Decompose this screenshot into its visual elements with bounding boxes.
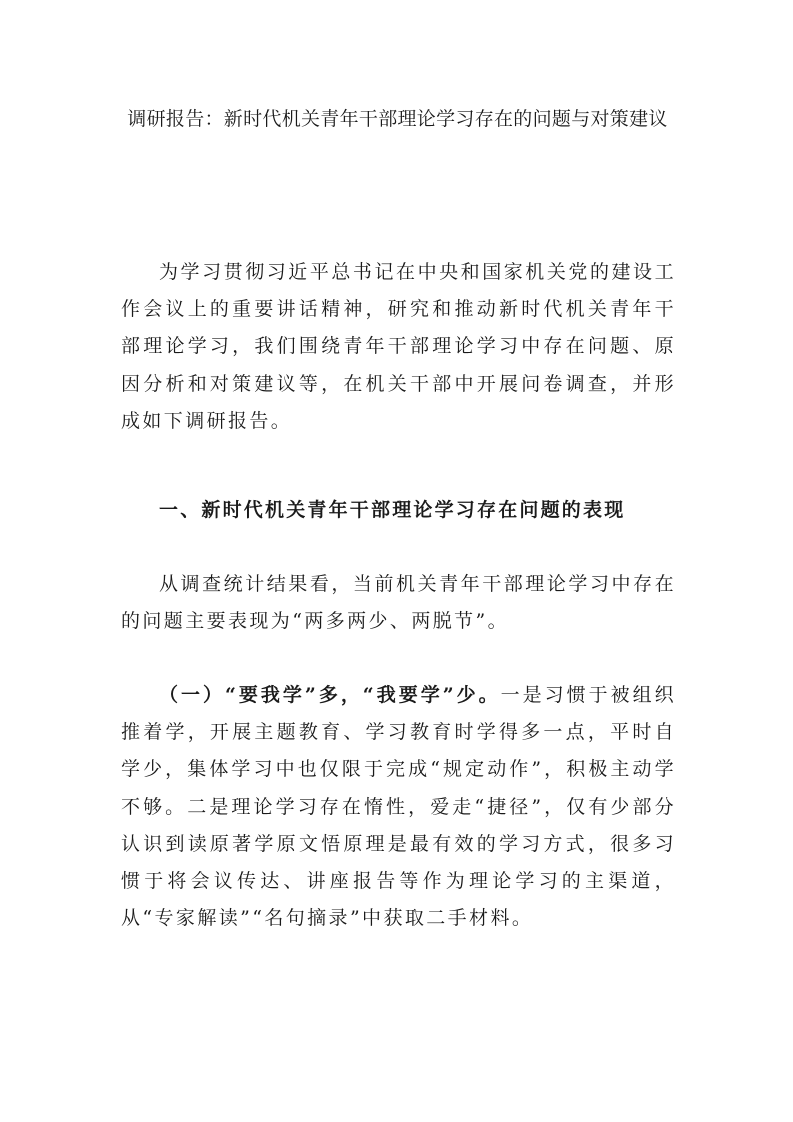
- section-summary-paragraph: 从调查统计结果看，当前机关青年干部理论学习中存在的问题主要表现为“两多两少、两脱节”。: [121, 573, 676, 633]
- point-heading: （一）“要我学”多，“我要学”少。: [159, 684, 501, 706]
- document-title: 调研报告：新时代机关青年干部理论学习存在的问题与对策建议: [127, 108, 668, 130]
- section-heading: 一、新时代机关青年干部理论学习存在问题的表现: [159, 499, 626, 521]
- point-paragraph: [121, 677, 676, 937]
- intro-paragraph: 为学习贯彻习近平总书记在中央和国家机关党的建设工作会议上的重要讲话精神，研究和推动新时代机关青年干部理论学习，我们围绕青年干部理论学习中存在问题、原因分析和对策建议等，在机关干部中开展问卷调查，并形成如下调研报告。: [121, 261, 676, 432]
- point-body: 一是习惯于被组织推着学，开展主题教育、学习教育时学得多一点，平时自学少，集体学习中也仅限于完成“规定动作”，积极主动学不够。二是理论学习存在惰性，爱走“捷径”，仅有少部分认识到读原著学原文悟原理是最有效的学习方式，很多习惯于将会议传达、讲座报告等作为理论学习的主渠道，从“专家解读”“名句摘录”中获取二手材料。: [121, 684, 677, 930]
